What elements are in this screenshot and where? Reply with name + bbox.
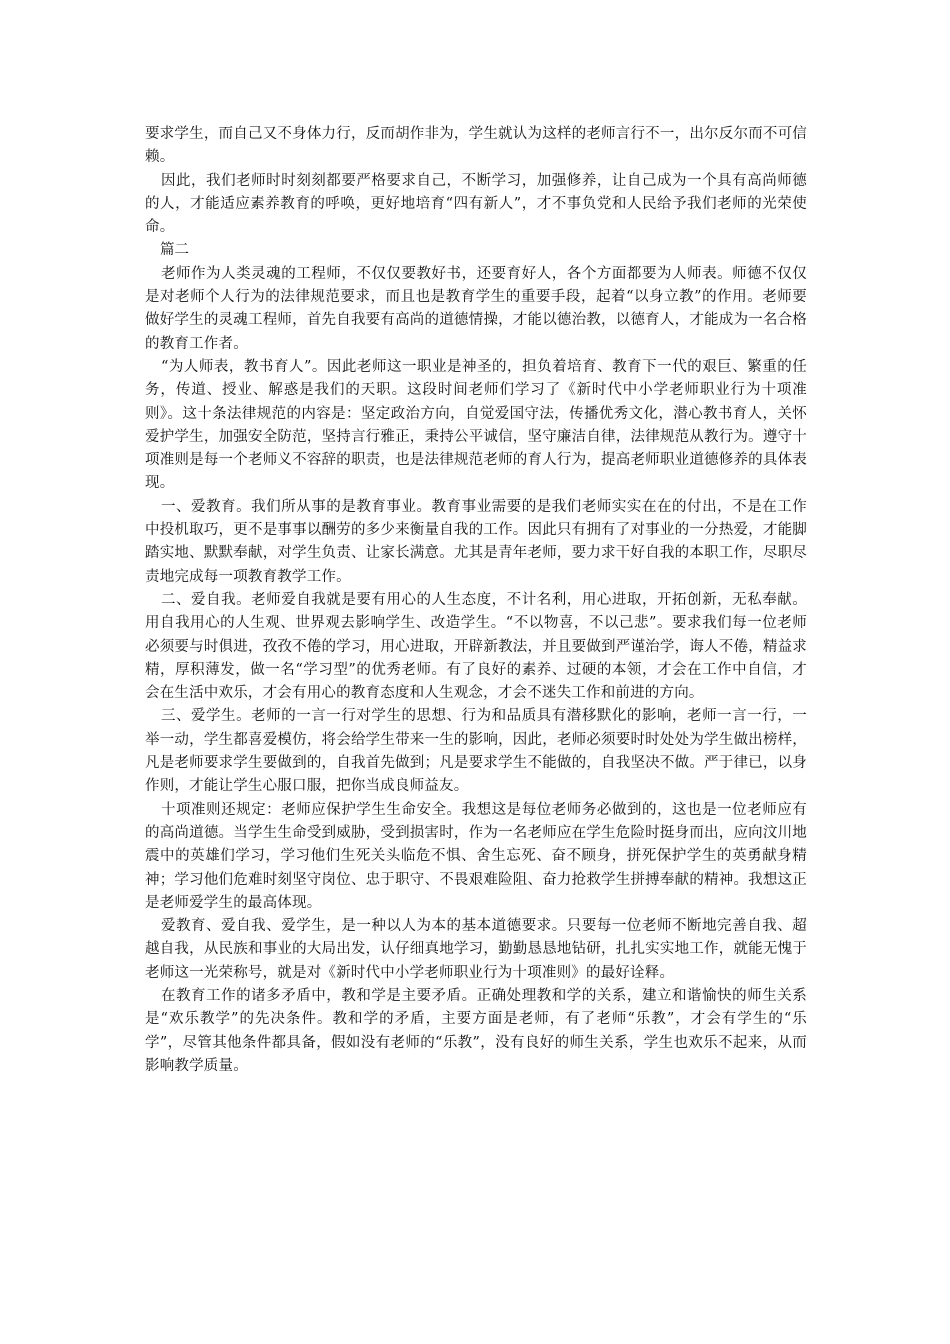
paragraph-love-self: 二、爱自我。老师爱自我就是要有用心的人生态度，不计名利，用心进取，开拓创新，无私奉献。用自我用心的人生观、世界观去影响学生、改造学生。“不以物喜，不以己悲”。要求我们每一位老师必须要与时俱进，孜孜不倦的学习，用心进取，开辟新教法，并且要做到严谨治学，诲人不倦，精益求精，厚积薄发，做一名“学习型”的优秀老师。有了良好的素养、过硬的本领，才会在工作中自信，才会在生活中欢乐，才会有用心的教育态度和人生观念，才会不迷失工作和前进的方向。	[145, 591, 807, 702]
document-body	[145, 123, 807, 1078]
paragraph-intro: 老师作为人类灵魂的工程师，不仅仅要教好书，还要育好人，各个方面都要为人师表。师德不仅仅是对老师个人行为的法律规范要求，而且也是教育学生的重要手段，起着“以身立教”的作用。老师要做好学生的灵魂工程师，首先自我要有高尚的道德情操，才能以德治教，以德育人，才能成为一名合格的教育工作者。	[145, 265, 807, 352]
section-heading: 篇二	[160, 242, 189, 259]
paragraph-continuation: 要求学生，而自己又不身体力行，反而胡作非为，学生就认为这样的老师言行不一，出尔反尔而不可信赖。	[145, 126, 807, 166]
paragraph-ten-rules: “为人师表，教书育人”。因此老师这一职业是神圣的，担负着培育、教育下一代的艰巨、繁重的任务，传道、授业、解惑是我们的天职。这段时间老师们学习了《新时代中小学老师职业行为十项准则》。这十条法律规范的内容是：坚定政治方向，自觉爱国守法，传播优秀文化，潜心教书育人，关怀爱护学生，加强安全防范，坚持言行雅正，秉持公平诚信，坚守廉洁自律，法律规范从教行为。遵守十项准则是每一个老师义不容辞的职责，也是法律规范老师的育人行为，提高老师职业道德修养的具体表现。	[145, 358, 807, 492]
paragraph-summary: 爱教育、爱自我、爱学生，是一种以人为本的基本道德要求。只要每一位老师不断地完善自我、超越自我，从民族和事业的大局出发，认仔细真地学习，勤勤恳恳地钻研，扎扎实实地工作，就能无愧于老师这一光荣称号，就是对《新时代中小学老师职业行为十项准则》的最好诠释。	[145, 918, 807, 981]
paragraph-conclusion: 因此，我们老师时时刻刻都要严格要求自己，不断学习，加强修养，让自己成为一个具有高尚师德的人，才能适应素养教育的呼唤，更好地培育“四有新人”，才不事负党和人民给予我们老师的光荣使命。	[145, 172, 807, 236]
paragraph-love-education: 一、爱教育。我们所从事的是教育事业。教育事业需要的是我们老师实实在在的付出，不是在工作中投机取巧，更不是事事以酬劳的多少来衡量自我的工作。因此只有拥有了对事业的一分热爱，才能脚踏实地、默默奉献，对学生负责、让家长满意。尤其是青年老师，要力求干好自我的本职工作，尽职尽责地完成每一项教育教学工作。	[145, 498, 807, 585]
paragraph-love-students: 三、爱学生。老师的一言一行对学生的思想、行为和品质具有潜移默化的影响，老师一言一行，一举一动，学生都喜爱模仿，将会给学生带来一生的影响，因此，老师必须要时时处处为学生做出榜样，凡是老师要求学生要做到的，自我首先做到；凡是要求学生不能做的，自我坚决不做。严于律已，以身作则，才能让学生心服口服，把你当成良师益友。	[145, 708, 807, 795]
paragraph-teaching-learning: 在教育工作的诸多矛盾中，教和学是主要矛盾。正确处理教和学的关系，建立和谐愉快的师生关系是“欢乐教学”的先决条件。教和学的矛盾，主要方面是老师，有了老师“乐教”，才会有学生的“乐学”，尽管其他条件都具备，假如没有老师的“乐教”，没有良好的师生关系，学生也欢乐不起来，从而影响教学质量。	[145, 987, 807, 1074]
paragraph-student-safety: 十项准则还规定：老师应保护学生生命安全。我想这是每位老师务必做到的，这也是一位老师应有的高尚道德。当学生生命受到威胁，受到损害时，作为一名老师应在学生危险时挺身而出，应向汶川地震中的英雄们学习，学习他们生死关头临危不惧、舍生忘死、奋不顾身，拼死保护学生的英勇献身精神；学习他们危难时刻坚守岗位、忠于职守、不畏艰难险阻、奋力抢救学生拼搏奉献的精神。我想这正是老师爱学生的最高体现。	[145, 801, 807, 911]
